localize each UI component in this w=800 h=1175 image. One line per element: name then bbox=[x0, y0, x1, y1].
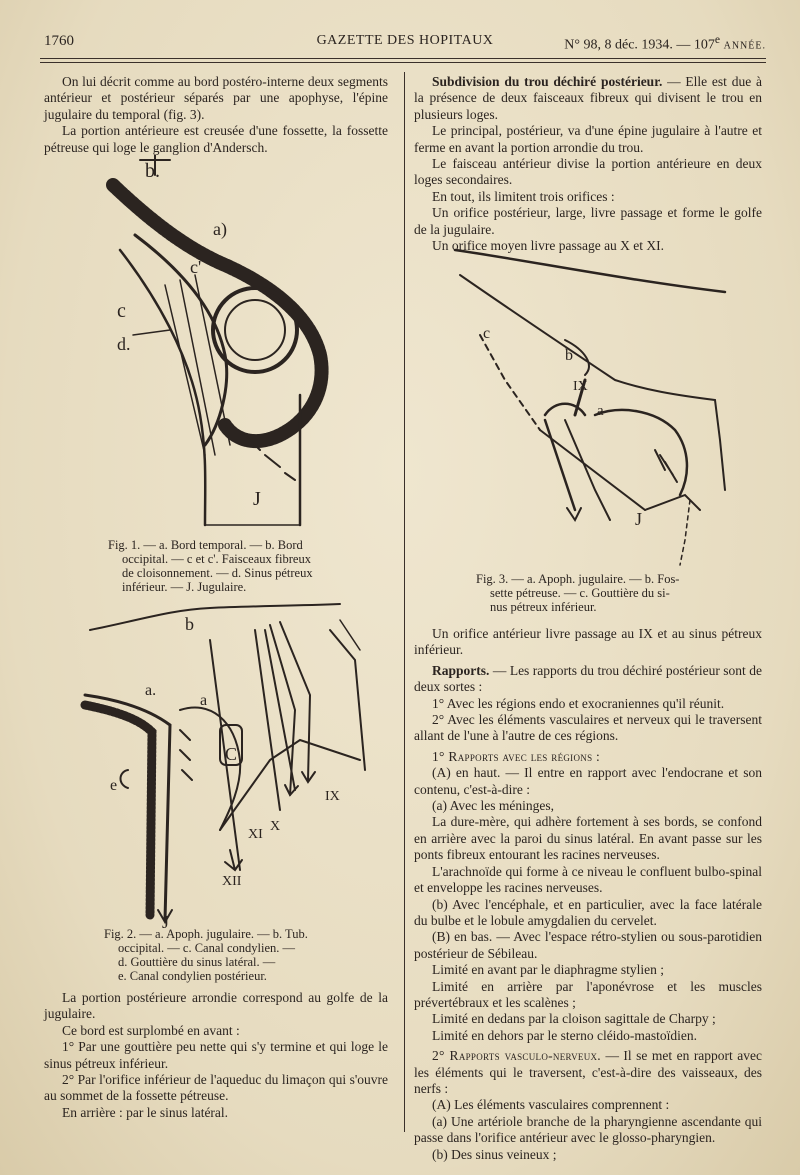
paragraph: (a) Une artériole branche de la pharyngienne ascendante qui passe dans l'orifice antérieur avec le glosso-pharyngien. bbox=[414, 1113, 762, 1146]
fig1-label-c-prime: c' bbox=[190, 257, 202, 277]
paragraph: On lui décrit comme au bord postéro-interne deux segments antérieur et postérieur séparés par une apophyse, l'épine jugulaire du temporal (fig. 3). bbox=[44, 74, 388, 122]
subsection-heading: 2° Rapports vasculo-nerveux. bbox=[432, 1048, 601, 1064]
issue-info: N° 98, 8 déc. 1934. — 107e ANNÉE. bbox=[564, 33, 766, 53]
paragraph: La portion antérieure est creusée d'une fossette, la fossette pétreuse qui loge le ganglion d'Andersch. bbox=[44, 123, 388, 155]
paragraph: Limité en dedans par la cloison sagittale de Charpy ; bbox=[432, 1011, 716, 1027]
paragraph: 2° Avec les éléments vasculaires et nerveux qui le traversent allant de l'une à l'autre de ces régions. bbox=[414, 712, 762, 744]
fig2-label-b: b bbox=[185, 614, 194, 634]
figure-3-drawing bbox=[445, 240, 745, 570]
fig1-label-a: a) bbox=[213, 219, 227, 239]
paragraph: Limité en arrière par l'aponévrose et les muscles prévertébraux et les scalènes ; bbox=[414, 978, 762, 1010]
column-divider bbox=[404, 72, 405, 1132]
paragraph: (A) en haut. — Il entre en rapport avec l'endocrane et son contenu, c'est-à-dire : bbox=[414, 765, 762, 797]
paragraph: Un orifice antérieur livre passage au IX et au sinus pétreux inférieur. bbox=[414, 626, 762, 658]
fig3-label-ix: IX bbox=[573, 379, 588, 394]
right-bottom-text bbox=[414, 626, 762, 1163]
section-heading-subdivision: Subdivision du trou déchiré postérieur. bbox=[432, 74, 663, 89]
running-header bbox=[44, 33, 766, 53]
paragraph: 1° Par une gouttière peu nette qui s'y termine et qui loge le sinus pétreux inférieur. bbox=[44, 1039, 388, 1071]
fig3-label-j: J bbox=[635, 509, 643, 529]
fig1-label-j: J bbox=[253, 488, 261, 510]
fig2-label-xi: XI bbox=[248, 827, 263, 842]
figure-1-caption: Fig. 1. — a. Bord temporal. — b. Bord occipital. — c et c'. Faisceaux fibreux de cloisonnement. — d. Sinus pétreux inférieur. — J. Jugulaire. bbox=[108, 538, 313, 594]
paragraph: (b) Avec l'encéphale, et en particulier, avec la face latérale du bulbe et le lobule amygdalien du cervelet. bbox=[414, 896, 762, 928]
fig1-label-d: d. bbox=[117, 334, 131, 354]
page-number: 1760 bbox=[44, 33, 74, 49]
paragraph: Ce bord est surplombé en avant : bbox=[62, 1022, 240, 1038]
fig2-label-c: C bbox=[225, 744, 238, 764]
paragraph: En tout, ils limitent trois orifices : bbox=[432, 188, 615, 204]
paragraph: Limité en dehors par le sterno cléido-mastoïdien. bbox=[432, 1027, 698, 1043]
paragraph: Un orifice postérieur, large, livre passage et forme le golfe de la jugulaire. bbox=[414, 205, 762, 237]
paragraph: La portion postérieure arrondie correspond au golfe de la jugulaire. bbox=[44, 990, 388, 1022]
paragraph: (A) Les éléments vasculaires comprennent : bbox=[432, 1097, 670, 1113]
fig2-label-e: e bbox=[110, 777, 118, 794]
figure-2-drawing bbox=[80, 600, 370, 930]
paragraph: En arrière : par le sinus latéral. bbox=[62, 1104, 229, 1120]
fig2-label-a-left: a. bbox=[145, 682, 157, 699]
paragraph: L'arachnoïde qui forme à ce niveau le confluent bulbo-spinal et enveloppe les racines nerveuses. bbox=[414, 863, 762, 896]
fig3-label-b: b bbox=[565, 347, 573, 364]
subsection-heading: 1° Rapports avec les régions : bbox=[432, 748, 601, 764]
figure-1 bbox=[95, 155, 335, 535]
fig2-label-xii: XII bbox=[222, 874, 242, 889]
fig2-label-a: a bbox=[200, 692, 208, 709]
header-rule-double bbox=[40, 62, 766, 63]
paragraph: Le faisceau antérieur divise la portion antérieure en deux loges secondaires. bbox=[414, 156, 762, 188]
figure-2 bbox=[80, 600, 370, 930]
paragraph: 2° Rapports vasculo-nerveux. — Il se met en rapport avec les éléments qui le traversent, c'est-à-dire des vaisseaux, des nerfs : bbox=[414, 1048, 763, 1096]
figure-2-caption: Fig. 2. — a. Apoph. jugulaire. — b. Tub. occipital. — c. Canal condylien. — d. Gouttière du sinus latéral. — e. Canal condylien postérieur. bbox=[104, 927, 308, 983]
paragraph: 1° Avec les régions endo et exocraniennes qu'il réunit. bbox=[432, 695, 725, 711]
paragraph: Rapports. — Les rapports du trou déchiré postérieur sont de deux sortes : bbox=[414, 662, 762, 695]
journal-title: GAZETTE DES HOPITAUX bbox=[316, 33, 494, 48]
paragraph: Subdivision du trou déchiré postérieur. — Elle est due à la présence de deux faisceaux fibreux qui divisent le trou en plusieurs loges. bbox=[414, 74, 762, 122]
fig1-label-b: b. bbox=[145, 160, 160, 182]
paragraph: Limité en avant par le diaphragme stylien ; bbox=[432, 962, 665, 978]
fig2-label-j: J bbox=[162, 912, 170, 930]
paragraph: (b) Des sinus veineux ; bbox=[432, 1146, 557, 1162]
section-heading-rapports: Rapports. bbox=[432, 662, 490, 678]
paragraph: La dure-mère, qui adhère fortement à ses bords, se confond en arrière avec la paroi du sinus latéral. En avant passe sur les ponts fibreux entourant les racines nerveuses. bbox=[414, 814, 762, 863]
fig1-label-c: c bbox=[117, 300, 126, 322]
fig3-label-c: c bbox=[483, 325, 491, 342]
right-top-text bbox=[414, 74, 762, 254]
paragraph: (a) Avec les méninges, bbox=[432, 798, 554, 814]
left-bottom-text bbox=[44, 990, 388, 1121]
paragraph: (B) en bas. — Avec l'espace rétro-stylien ou sous-parotidien postérieur de Sébileau. bbox=[414, 929, 762, 961]
figure-3-caption: Fig. 3. — a. Apoph. jugulaire. — b. Fos- sette pétreuse. — c. Gouttière du si- nus pétreux inférieur. bbox=[476, 572, 680, 614]
left-top-text bbox=[44, 74, 388, 156]
figure-3 bbox=[445, 240, 745, 570]
fig2-label-x: X bbox=[270, 819, 281, 834]
header-rule bbox=[40, 58, 766, 59]
paragraph: Le principal, postérieur, va d'une épine jugulaire à l'autre et ferme en avant la portion arrondie du trou. bbox=[414, 123, 762, 155]
paragraph: 2° Par l'orifice inférieur de l'aqueduc du limaçon qui s'ouvre au sommet de la fossette pétreuse. bbox=[44, 1072, 388, 1104]
figure-1-drawing bbox=[95, 155, 335, 535]
fig3-label-a: a bbox=[597, 403, 604, 419]
fig2-label-ix: IX bbox=[325, 789, 340, 804]
paragraph: Un orifice moyen livre passage au X et XI. bbox=[432, 238, 665, 254]
